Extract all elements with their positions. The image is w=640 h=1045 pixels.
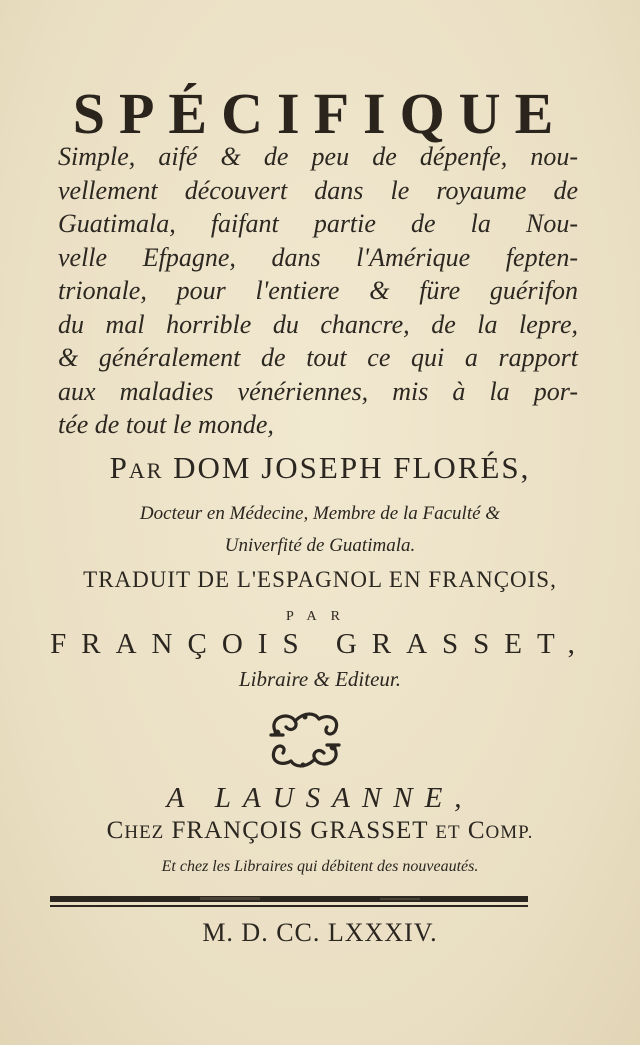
publisher-line — [0, 817, 640, 845]
author-name: DOM JOSEPH FLORÉS, — [173, 450, 531, 485]
author-prefix-first: P — [109, 450, 129, 485]
publisher-et: ET — [435, 822, 461, 843]
author-credentials — [0, 498, 640, 562]
translator-name: FRANÇOIS GRASSET, — [50, 628, 590, 660]
book-title: SPÉCIFIQUE — [72, 81, 568, 146]
imprint-city: A LAUSANNE, — [166, 782, 474, 814]
author-prefix-rest: AR — [128, 458, 164, 483]
description-line: aux maladies vénériennes, mis à la por- — [58, 376, 578, 406]
description-paragraph — [58, 140, 578, 442]
translator-role: Libraire & Editeur. — [239, 667, 401, 691]
description-line: & généralement de tout ce qui a rapport — [58, 343, 578, 372]
printer-ornament-icon — [255, 705, 355, 775]
publisher-comp-c: C — [460, 817, 486, 844]
double-rule-divider — [50, 895, 528, 911]
booksellers-line: Et chez les Libraires qui débitent des nouveautés. — [161, 858, 479, 875]
description-line: du mal horrible du chancre, de la lepre, — [58, 309, 578, 339]
credentials-line-1: Docteur en Médecine, Membre de la Faculté & — [139, 503, 501, 524]
publisher-comp-rest: OMP. — [485, 822, 534, 843]
publisher-name: FRANÇOIS GRASSET — [164, 817, 436, 844]
description-line: Guatimala, faifant partie de la Nou- — [58, 209, 578, 238]
description-line: trionale, pour l'entiere & füre guérifon — [58, 276, 578, 305]
description-line: vellement découvert dans le royaume de — [58, 175, 578, 205]
publisher-c: C — [106, 817, 125, 844]
description-line: tée de tout le monde, — [58, 410, 274, 439]
author-line — [0, 450, 640, 486]
credentials-line-2: Univerfité de Guatimala. — [224, 535, 416, 556]
translated-line: TRADUIT DE L'ESPAGNOL EN FRANÇOIS, — [83, 567, 557, 592]
publication-date: M. D. CC. LXXXIV. — [202, 918, 438, 947]
par-label: PAR — [286, 609, 354, 624]
description-line: velle Efpagne, dans l'Amérique fepten- — [58, 242, 578, 272]
description-line: Simple, aifé & de peu de dépenfe, nou- — [58, 142, 578, 171]
publisher-hez: HEZ — [124, 822, 165, 843]
